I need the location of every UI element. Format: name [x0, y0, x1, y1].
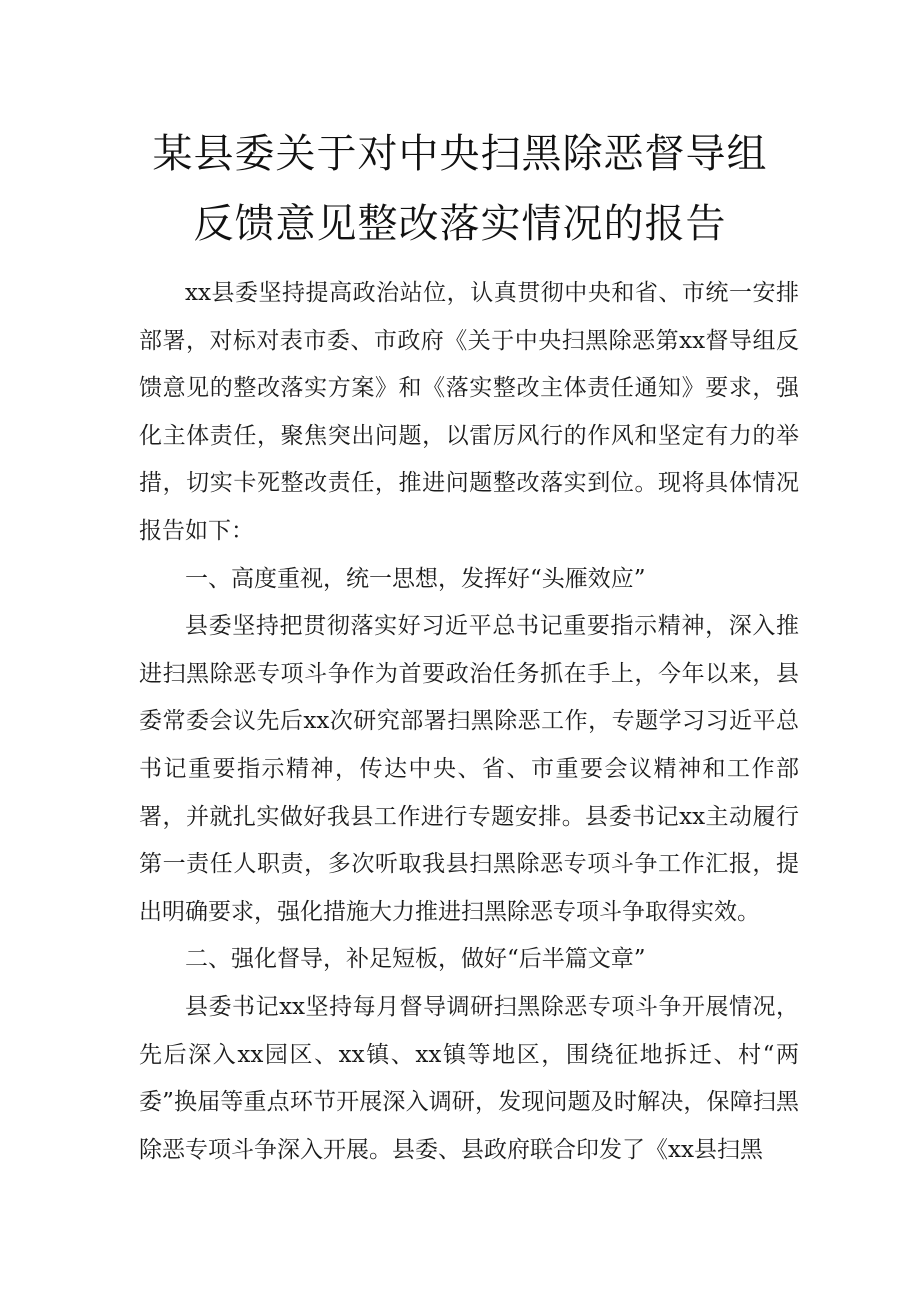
section-heading-1: 一、高度重视，统一思想，发挥好“头雁效应”	[185, 565, 646, 592]
document-title-line-2: 反馈意见整改落实情况的报告	[193, 201, 727, 247]
section-1-paragraph: 县委坚持把贯彻落实好习近平总书记重要指示精神，深入推进扫黑除恶专项斗争作为首要政治任务抓在手上，今年以来，县委常委会议先后xx次研究部署扫黑除恶工作，专题学习习近平总书记重要指示精神，传达中央、省、市重要会议精神和工作部署，并就扎实做好我县工作进行专题安排。县委书记xx主动履行第一责任人职责，多次听取我县扫黑除恶专项斗争工作汇报，提出明确要求，强化措施大力推进扫黑除恶专项斗争取得实效。	[139, 613, 799, 925]
document-title-line-1: 某县委关于对中央扫黑除恶督导组	[152, 131, 768, 177]
document-body	[139, 270, 799, 1174]
section-heading-2: 二、强化督导，补足短板，做好“后半篇文章”	[185, 946, 646, 973]
section-2-paragraph: 县委书记xx坚持每月督导调研扫黑除恶专项斗争开展情况，先后深入xx园区、xx镇、xx镇等地区，围绕征地拆迁、村“两委”换届等重点环节开展深入调研，发现问题及时解决，保障扫黑除恶专项斗争深入开展。县委、县政府联合印发了《xx县扫黑	[139, 993, 799, 1163]
intro-paragraph: xx县委坚持提高政治站位，认真贯彻中央和省、市统一安排部署，对标对表市委、市政府《关于中央扫黑除恶第xx督导组反馈意见的整改落实方案》和《落实整改主体责任通知》要求，强化主体责任，聚焦突出问题，以雷厉风行的作风和坚定有力的举措，切实卡死整改责任，推进问题整改落实到位。现将具体情况报告如下：	[139, 280, 799, 544]
